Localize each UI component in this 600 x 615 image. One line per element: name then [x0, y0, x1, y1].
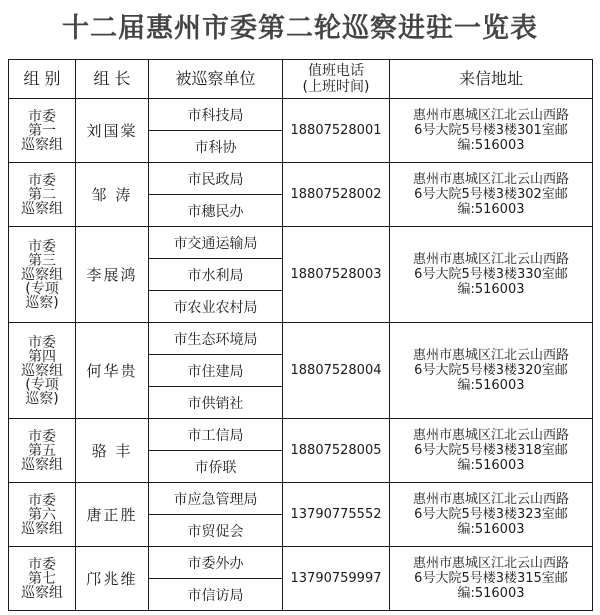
address-line-2: 6号大院5号楼3楼318室邮	[414, 443, 568, 458]
inspected-unit-cell: 市信访局	[149, 579, 283, 611]
inspected-unit-cell: 市生态环境局	[149, 323, 283, 355]
phone-cell: 18807528003	[283, 227, 390, 323]
inspected-unit-cell: 市委外办	[149, 547, 283, 579]
group-name-line: 市委	[28, 428, 56, 445]
address-line-3: 编:516003	[457, 522, 525, 537]
table-row	[9, 99, 593, 131]
address-cell	[390, 419, 593, 483]
address-cell	[390, 163, 593, 227]
address-line-3: 编:516003	[457, 282, 525, 297]
group-name-line: 第五	[28, 442, 56, 459]
table-row	[9, 227, 593, 259]
address-line-2: 6号大院5号楼3楼315室邮	[414, 571, 568, 586]
group-name-line: 第四	[28, 348, 56, 365]
group-name-line: 第一	[28, 122, 56, 139]
group-name-line: 市委	[28, 172, 56, 189]
address-cell	[390, 227, 593, 323]
group-name-line: 巡察)	[25, 294, 59, 311]
inspected-unit-cell: 市穗民办	[149, 195, 283, 227]
phone-cell: 13790775552	[283, 483, 390, 547]
table-body	[9, 99, 593, 611]
address-cell	[390, 99, 593, 163]
address-line-3: 编:516003	[457, 138, 525, 153]
group-name-cell	[9, 227, 76, 323]
address-line-2: 6号大院5号楼3楼323室邮	[414, 507, 568, 522]
phone-cell: 18807528004	[283, 323, 390, 419]
table-row	[9, 323, 593, 355]
group-name-line: 巡察组	[21, 456, 63, 473]
address-line-3: 编:516003	[457, 586, 525, 601]
group-name-line: 巡察组	[21, 362, 63, 379]
group-name-line: 第六	[28, 506, 56, 523]
inspection-table	[8, 59, 593, 611]
inspected-unit-cell: 市科技局	[149, 99, 283, 131]
table-row	[9, 163, 593, 195]
inspected-unit-cell: 市工信局	[149, 419, 283, 451]
inspected-unit-cell: 市农业农村局	[149, 291, 283, 323]
address-line-2: 6号大院5号楼3楼301室邮	[414, 123, 568, 138]
inspected-unit-cell: 市住建局	[149, 355, 283, 387]
table-row	[9, 483, 593, 515]
inspected-unit-cell: 市贸促会	[149, 515, 283, 547]
group-name-cell	[9, 99, 76, 163]
address-cell	[390, 547, 593, 611]
address-line-1: 惠州市惠城区江北云山西路	[412, 108, 569, 123]
inspected-unit-cell: 市水利局	[149, 259, 283, 291]
leader-cell: 邹 涛	[76, 163, 149, 227]
group-name-line: 巡察组	[21, 584, 63, 601]
group-name-cell	[9, 547, 76, 611]
inspected-unit-cell: 市应急管理局	[149, 483, 283, 515]
phone-cell: 18807528005	[283, 419, 390, 483]
address-line-1: 惠州市惠城区江北云山西路	[412, 492, 569, 507]
address-line-3: 编:516003	[457, 458, 525, 473]
group-name-line: 巡察)	[25, 390, 59, 407]
leader-cell: 邝兆维	[76, 547, 149, 611]
group-name-line: (专项	[25, 376, 59, 393]
leader-cell: 李展鸿	[76, 227, 149, 323]
group-name-line: 巡察组	[21, 520, 63, 537]
header-units: 被巡察单位	[149, 60, 283, 99]
address-line-3: 编:516003	[457, 378, 525, 393]
inspected-unit-cell: 市科协	[149, 131, 283, 163]
phone-cell: 13790759997	[283, 547, 390, 611]
address-line-1: 惠州市惠城区江北云山西路	[412, 172, 569, 187]
group-name-line: 巡察组	[21, 200, 63, 217]
phone-cell: 18807528001	[283, 99, 390, 163]
group-name-line: (专项	[25, 280, 59, 297]
table-row	[9, 547, 593, 579]
address-line-2: 6号大院5号楼3楼330室邮	[414, 267, 568, 282]
leader-cell: 刘国棠	[76, 99, 149, 163]
group-name-line: 巡察组	[21, 266, 63, 283]
group-name-line: 市委	[28, 492, 56, 509]
address-line-1: 惠州市惠城区江北云山西路	[412, 252, 569, 267]
address-cell	[390, 323, 593, 419]
leader-cell: 唐正胜	[76, 483, 149, 547]
inspected-unit-cell: 市民政局	[149, 163, 283, 195]
header-row	[9, 60, 593, 99]
group-name-cell	[9, 323, 76, 419]
address-line-1: 惠州市惠城区江北云山西路	[412, 556, 569, 571]
inspected-unit-cell: 市供销社	[149, 387, 283, 419]
group-name-cell	[9, 419, 76, 483]
group-name-line: 巡察组	[21, 136, 63, 153]
header-phone-line2: (上班时间)	[302, 79, 370, 95]
header-group: 组 别	[9, 60, 76, 99]
group-name-cell	[9, 483, 76, 547]
header-phone	[283, 60, 390, 99]
leader-cell: 何华贵	[76, 323, 149, 419]
address-cell	[390, 483, 593, 547]
address-line-1: 惠州市惠城区江北云山西路	[412, 348, 569, 363]
header-address: 来信地址	[390, 60, 593, 99]
group-name-line: 市委	[28, 556, 56, 573]
address-line-2: 6号大院5号楼3楼320室邮	[414, 363, 568, 378]
group-name-cell	[9, 163, 76, 227]
inspected-unit-cell: 市交通运输局	[149, 227, 283, 259]
group-name-line: 市委	[28, 108, 56, 125]
leader-cell: 骆 丰	[76, 419, 149, 483]
header-leader: 组 长	[76, 60, 149, 99]
address-line-1: 惠州市惠城区江北云山西路	[412, 428, 569, 443]
page-title: 十二届惠州市委第二轮巡察进驻一览表	[62, 13, 538, 44]
group-name-line: 市委	[28, 334, 56, 351]
group-name-line: 市委	[28, 238, 56, 255]
group-name-line: 第七	[28, 570, 56, 587]
group-name-line: 第二	[28, 186, 56, 203]
table-row	[9, 419, 593, 451]
phone-cell: 18807528002	[283, 163, 390, 227]
inspected-unit-cell: 市侨联	[149, 451, 283, 483]
address-line-3: 编:516003	[457, 202, 525, 217]
header-phone-line1: 值班电话	[308, 63, 364, 79]
address-line-2: 6号大院5号楼3楼302室邮	[414, 187, 568, 202]
group-name-line: 第三	[28, 252, 56, 269]
